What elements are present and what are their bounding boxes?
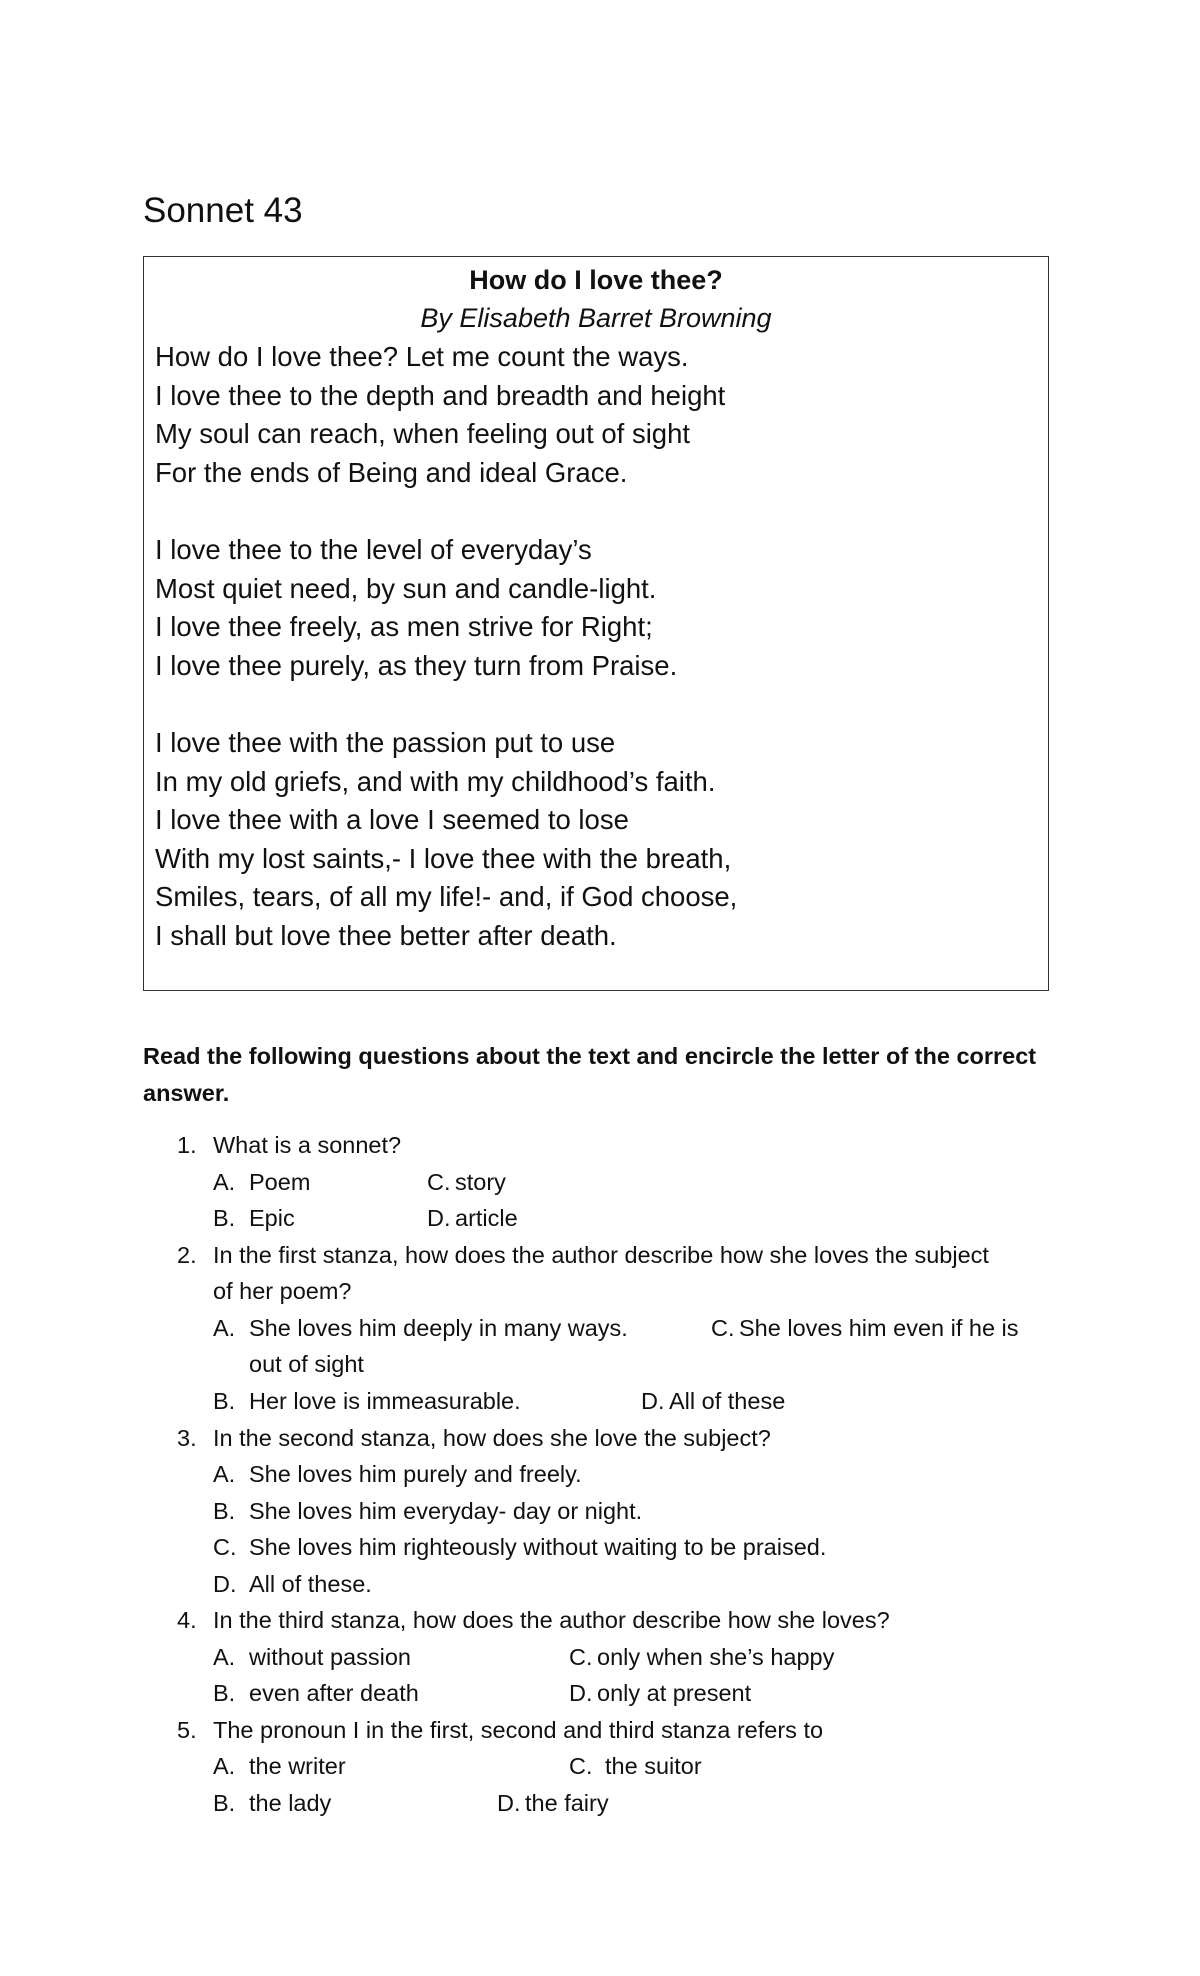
poem-line: I love thee to the depth and breadth and height	[155, 380, 726, 411]
option-text: without passion	[249, 1644, 411, 1670]
option-letter: C.	[569, 1644, 593, 1670]
option-text: She loves him deeply in many ways.	[249, 1315, 628, 1341]
question-text: In the second stanza, how does she love the subject?	[213, 1425, 771, 1451]
option-letter: C.	[427, 1169, 451, 1195]
question-text: of her poem?	[213, 1278, 352, 1304]
option-letter: A.	[213, 1644, 236, 1670]
question-text: In the third stanza, how does the author describe how she loves?	[213, 1607, 890, 1633]
poem-author: By Elisabeth Barret Browning	[420, 303, 772, 333]
option-letter: D.	[569, 1680, 593, 1706]
option-letter: A.	[213, 1169, 236, 1195]
option-letter: A.	[213, 1315, 236, 1341]
option-letter: A.	[213, 1753, 236, 1779]
poem-line: How do I love thee? Let me count the ways.	[155, 341, 689, 372]
question-number: 4.	[177, 1607, 197, 1633]
option-letter: B.	[213, 1680, 236, 1706]
option-letter: D.	[641, 1388, 665, 1414]
option-text: She loves him purely and freely.	[249, 1461, 582, 1487]
option-text: the fairy	[525, 1790, 609, 1816]
poem-line: With my lost saints,- I love thee with the breath,	[155, 843, 732, 874]
option-text: only when she’s happy	[597, 1644, 835, 1670]
poem-line: Smiles, tears, of all my life!- and, if God choose,	[155, 881, 738, 912]
question-number: 3.	[177, 1425, 197, 1451]
poem-line: For the ends of Being and ideal Grace.	[155, 457, 628, 488]
option-letter: D.	[213, 1571, 237, 1597]
option-letter: A.	[213, 1461, 236, 1487]
option-text: story	[455, 1169, 506, 1195]
poem-line: Most quiet need, by sun and candle-light.	[155, 573, 657, 604]
option-text: Poem	[249, 1169, 311, 1195]
poem-line: I love thee purely, as they turn from Praise.	[155, 650, 678, 681]
option-text: She loves him even if he is	[739, 1315, 1019, 1341]
option-text: the suitor	[605, 1753, 702, 1779]
option-letter: B.	[213, 1205, 236, 1231]
question-number: 5.	[177, 1717, 197, 1743]
question-text: What is a sonnet?	[213, 1132, 402, 1158]
question-text: The pronoun I in the first, second and third stanza refers to	[213, 1717, 824, 1743]
option-letter: D.	[427, 1205, 451, 1231]
poem-line: I love thee to the level of everyday’s	[155, 534, 592, 565]
option-letter: C.	[711, 1315, 735, 1341]
poem-box	[143, 256, 1049, 991]
question-text: In the first stanza, how does the author describe how she loves the subject	[213, 1242, 989, 1268]
option-text: the writer	[249, 1753, 346, 1779]
option-text: the lady	[249, 1790, 332, 1816]
option-letter: C.	[213, 1534, 237, 1560]
option-letter: C.	[569, 1753, 593, 1779]
option-text: She loves him everyday- day or night.	[249, 1498, 643, 1524]
question-number: 1.	[177, 1132, 197, 1158]
page-title: Sonnet 43	[143, 191, 303, 230]
quiz-instructions: Read the following questions about the text and encircle the letter of the correct answer.	[143, 1043, 1037, 1106]
option-text: Epic	[249, 1205, 295, 1231]
question-number: 2.	[177, 1242, 197, 1268]
option-letter: B.	[213, 1498, 236, 1524]
option-letter: B.	[213, 1790, 236, 1816]
poem-line: I love thee with the passion put to use	[155, 727, 616, 758]
poem-title: How do I love thee?	[469, 265, 723, 295]
option-text: All of these	[669, 1388, 786, 1414]
poem-line: I love thee with a love I seemed to lose	[155, 804, 629, 835]
option-text: article	[455, 1205, 518, 1231]
poem-line: I love thee freely, as men strive for Right;	[155, 611, 653, 642]
poem-line: I shall but love thee better after death.	[155, 920, 617, 951]
option-letter: B.	[213, 1388, 236, 1414]
option-text: only at present	[597, 1680, 752, 1706]
poem-line: In my old griefs, and with my childhood’s faith.	[155, 766, 716, 797]
option-text: out of sight	[249, 1351, 364, 1377]
option-text: even after death	[249, 1680, 419, 1706]
option-letter: D.	[497, 1790, 521, 1816]
poem-line: My soul can reach, when feeling out of sight	[155, 418, 691, 449]
option-text: She loves him righteously without waiting to be praised.	[249, 1534, 827, 1560]
option-text: Her love is immeasurable.	[249, 1388, 521, 1414]
option-text: All of these.	[249, 1571, 372, 1597]
